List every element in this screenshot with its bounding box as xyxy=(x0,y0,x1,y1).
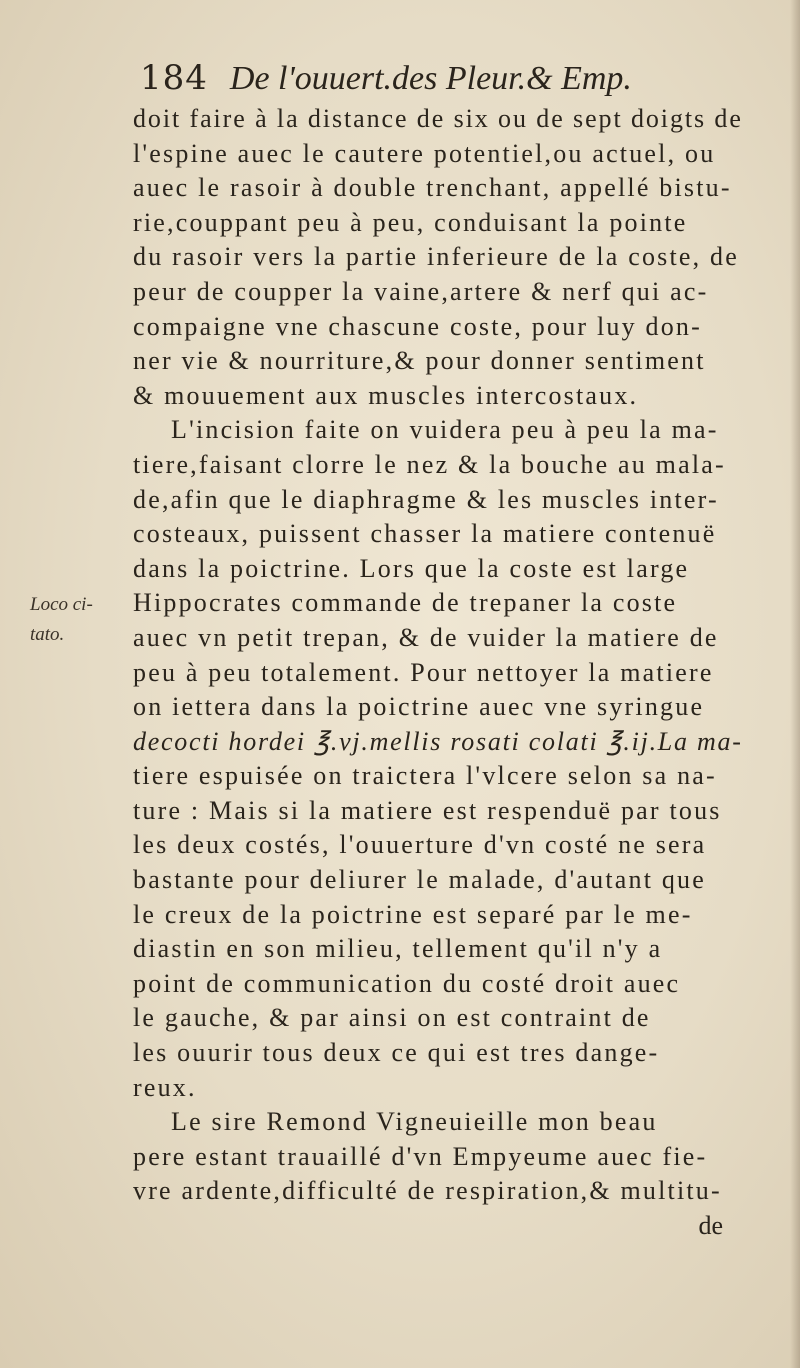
text-line: diastin en son milieu, tellement qu'il n'y a xyxy=(133,934,663,964)
text-line: costeaux, puissent chasser la matiere contenuë xyxy=(133,519,717,549)
text-line: auec le rasoir à double trenchant, appellé bistu- xyxy=(133,173,732,203)
marginal-note-line-1: Loco ci- xyxy=(30,594,93,615)
text-line: peu à peu totalement. Pour nettoyer la matiere xyxy=(133,657,714,687)
text-line: le creux de la poictrine est separé par le me- xyxy=(133,899,693,929)
text-line: doit faire à la distance de six ou de sept doigts de xyxy=(133,104,743,133)
running-title: De l'ouuert.des Pleur.& Emp. xyxy=(229,60,632,97)
text-line: compaigne vne chascune coste, pour luy don- xyxy=(133,311,702,341)
text-line: peur de coupper la vaine,artere & nerf qui ac- xyxy=(133,276,709,306)
text-line: rie,couppant peu à peu, conduisant la pointe xyxy=(133,207,688,237)
body-text xyxy=(133,102,743,1244)
running-header xyxy=(140,58,740,99)
text-line: ture : Mais si la matiere est respenduë par tous xyxy=(133,795,722,825)
text-line: point de communication du costé droit auec xyxy=(133,968,681,998)
text-line: Hippocrates commande de trepaner la coste xyxy=(133,588,678,618)
recipe-line: decocti hordei ℥.vj.mellis rosati colati ℥.ij.La ma- xyxy=(133,726,743,756)
text-line: du rasoir vers la partie inferieure de la coste, de xyxy=(133,242,739,272)
marginal-note xyxy=(30,590,130,650)
text-line: dans la poictrine. Lors que la coste est large xyxy=(133,553,690,583)
text-line: tiere,faisant clorre le nez & la bouche au mala- xyxy=(133,449,726,479)
text-line: vre ardente,difficulté de respiration,& multitu- xyxy=(133,1176,722,1206)
text-line: le gauche, & par ainsi on est contraint de xyxy=(133,1003,651,1033)
text-line: tiere espuisée on traictera l'vlcere selon sa na- xyxy=(133,761,717,791)
paragraph-start-line: L'incision faite on vuidera peu à peu la ma- xyxy=(171,415,719,445)
marginal-note-line-2: tato. xyxy=(30,624,65,645)
text-line: les ouurir tous deux ce qui est tres dange- xyxy=(133,1038,660,1068)
text-line: l'espine auec le cautere potentiel,ou actuel, ou xyxy=(133,138,716,168)
text-line: on iettera dans la poictrine auec vne syringue xyxy=(133,692,705,722)
catchword: de xyxy=(698,1211,723,1240)
text-line: pere estant trauaillé d'vn Empyeume auec fie- xyxy=(133,1141,708,1171)
paragraph-start-line: Le sire Remond Vigneuieille mon beau xyxy=(171,1107,658,1137)
text-line: auec vn petit trepan, & de vuider la matiere de xyxy=(133,622,719,652)
text-line: les deux costés, l'ouuerture d'vn costé ne sera xyxy=(133,830,707,860)
text-line: reux. xyxy=(133,1072,197,1102)
text-line: bastante pour deliurer le malade, d'autant que xyxy=(133,865,706,895)
text-line: & mouuement aux muscles intercostaux. xyxy=(133,380,639,410)
text-line: ner vie & nourriture,& pour donner sentiment xyxy=(133,346,706,376)
page-number: 184 xyxy=(140,58,208,98)
text-line: de,afin que le diaphragme & les muscles inter- xyxy=(133,484,719,514)
